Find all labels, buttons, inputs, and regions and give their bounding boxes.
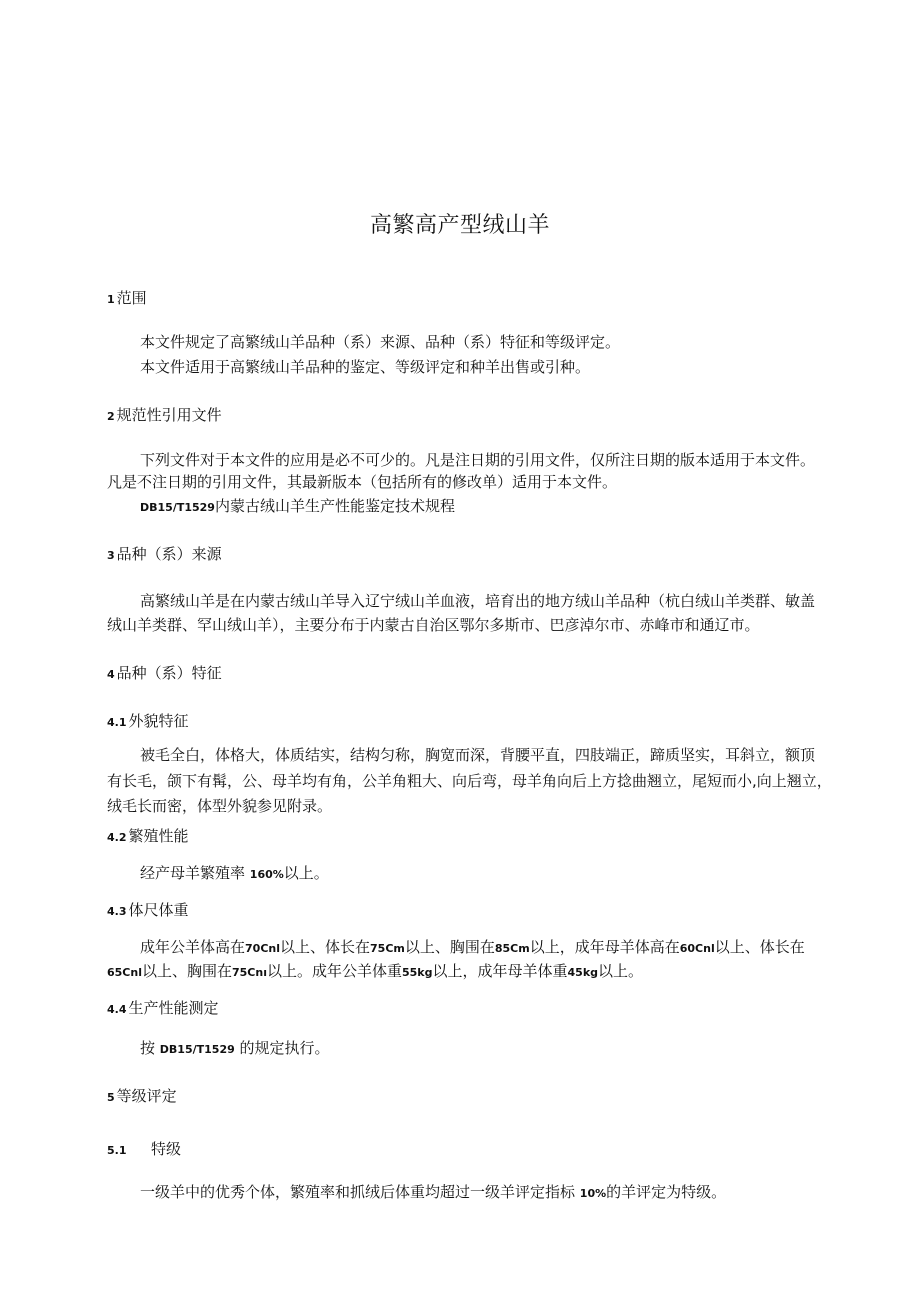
paragraph	[140, 1181, 726, 1202]
value: 10%	[579, 1187, 607, 1200]
text: 以上。	[598, 962, 644, 980]
subsection-number: 4.2	[107, 831, 127, 844]
text: 以上。	[283, 864, 329, 882]
subsection-5-1-heading	[107, 1138, 181, 1159]
section-1-heading	[107, 287, 147, 308]
section-2-heading	[107, 404, 222, 425]
paragraph-line: 高繁绒山羊是在内蒙古绒山羊导入辽宁绒山羊血液，培育出的地方绒山羊品种（杭白绒山羊类群、敏盖	[140, 592, 816, 610]
text: 一级羊中的优秀个体，繁殖率和抓绒后体重均超过一级羊评定指标	[140, 1183, 576, 1201]
value: 85Cm	[494, 942, 530, 955]
section-number: 4	[107, 668, 115, 681]
value: 70Cnl	[245, 942, 280, 955]
subsection-4-3-heading	[107, 899, 189, 920]
value: 75Cnı	[232, 966, 267, 979]
subsection-title: 外貌特征	[128, 712, 189, 730]
subsection-number: 5.1	[107, 1144, 127, 1157]
reference-title: 内蒙古绒山羊生产性能鉴定技术规程	[214, 497, 455, 515]
paragraph-line	[107, 960, 643, 981]
text: 以上，成年母羊体高在	[529, 938, 680, 956]
normative-reference	[140, 495, 455, 516]
section-number: 5	[107, 1091, 115, 1104]
subsection-title: 体尺体重	[128, 901, 189, 919]
paragraph: 本文件规定了高繁绒山羊品种（系）来源、品种（系）特征和等级评定。	[140, 333, 621, 351]
paragraph-line: 下列文件对于本文件的应用是必不可少的。凡是注日期的引用文件，仅所注日期的版本适用于本文件。	[140, 451, 816, 469]
section-title: 等级评定	[116, 1087, 177, 1105]
section-4-heading	[107, 662, 222, 683]
text: 按	[140, 1039, 156, 1057]
section-3-heading	[107, 543, 222, 564]
paragraph	[140, 1037, 330, 1058]
section-title: 品种（系）特征	[116, 664, 222, 682]
subsection-title: 繁殖性能	[128, 827, 189, 845]
section-5-heading	[107, 1085, 177, 1106]
text: 以上。成年公羊体重	[266, 962, 402, 980]
section-title: 规范性引用文件	[116, 406, 222, 424]
subsection-4-4-heading	[107, 997, 219, 1018]
subsection-title: 生产性能测定	[128, 999, 219, 1017]
subsection-title: 特级	[151, 1140, 182, 1158]
subsection-number: 4.3	[107, 905, 127, 918]
value: 45kg	[567, 966, 599, 979]
reference-code: DB15/T1529	[159, 1043, 235, 1056]
paragraph: 本文件适用于高繁绒山羊品种的鉴定、等级评定和种羊出售或引种。	[140, 358, 591, 376]
text: 以上、体长在	[280, 938, 371, 956]
text: 的羊评定为特级。	[606, 1183, 727, 1201]
paragraph-line: 绒毛长而密，体型外貌参见附录。	[107, 797, 333, 815]
subsection-4-1-heading	[107, 710, 189, 731]
reference-code: DB15/T1529	[140, 501, 215, 514]
text: 以上、胸围在	[404, 938, 495, 956]
document-title: 高繁高产型绒山羊	[369, 213, 550, 238]
value: 65Cnl	[107, 966, 142, 979]
section-number: 1	[107, 293, 115, 306]
section-title: 范围	[116, 289, 147, 307]
text: 成年公羊体高在	[140, 938, 246, 956]
subsection-4-2-heading	[107, 825, 189, 846]
subsection-number: 4.1	[107, 716, 127, 729]
text: 的规定执行。	[239, 1039, 330, 1057]
section-number: 3	[107, 549, 115, 562]
paragraph	[140, 862, 329, 883]
text: 以上，成年母羊体重	[432, 962, 568, 980]
text: 以上、胸围在	[141, 962, 232, 980]
paragraph-line	[140, 936, 805, 957]
section-title: 品种（系）来源	[116, 545, 222, 563]
paragraph-line: 有长毛，颌下有髯，公、母羊均有角，公羊角粗大、向后弯，母羊角向后上方捻曲翘立，尾短而小,向上翘立，	[107, 772, 832, 790]
value: 60Cnl	[679, 942, 715, 955]
subsection-number: 4.4	[107, 1003, 127, 1016]
paragraph-line: 绒山羊类群、罕山绒山羊），主要分布于内蒙古自治区鄂尔多斯市、巴彦淖尔市、赤峰市和通辽市。	[107, 616, 760, 634]
value: 75Cm	[370, 942, 405, 955]
value: 55kg	[402, 966, 433, 979]
value: 160%	[249, 868, 284, 881]
paragraph-line: 被毛全白，体格大，体质结实，结构匀称，胸宽而深，背腰平直，四肢端正，蹄质坚实，耳斜立，额顶	[140, 746, 816, 764]
text: 以上、体长在	[714, 938, 805, 956]
text: 经产母羊繁殖率	[140, 864, 246, 882]
paragraph-line: 凡是不注日期的引用文件，其最新版本（包括所有的修改单）适用于本文件。	[107, 473, 618, 491]
section-number: 2	[107, 410, 115, 423]
